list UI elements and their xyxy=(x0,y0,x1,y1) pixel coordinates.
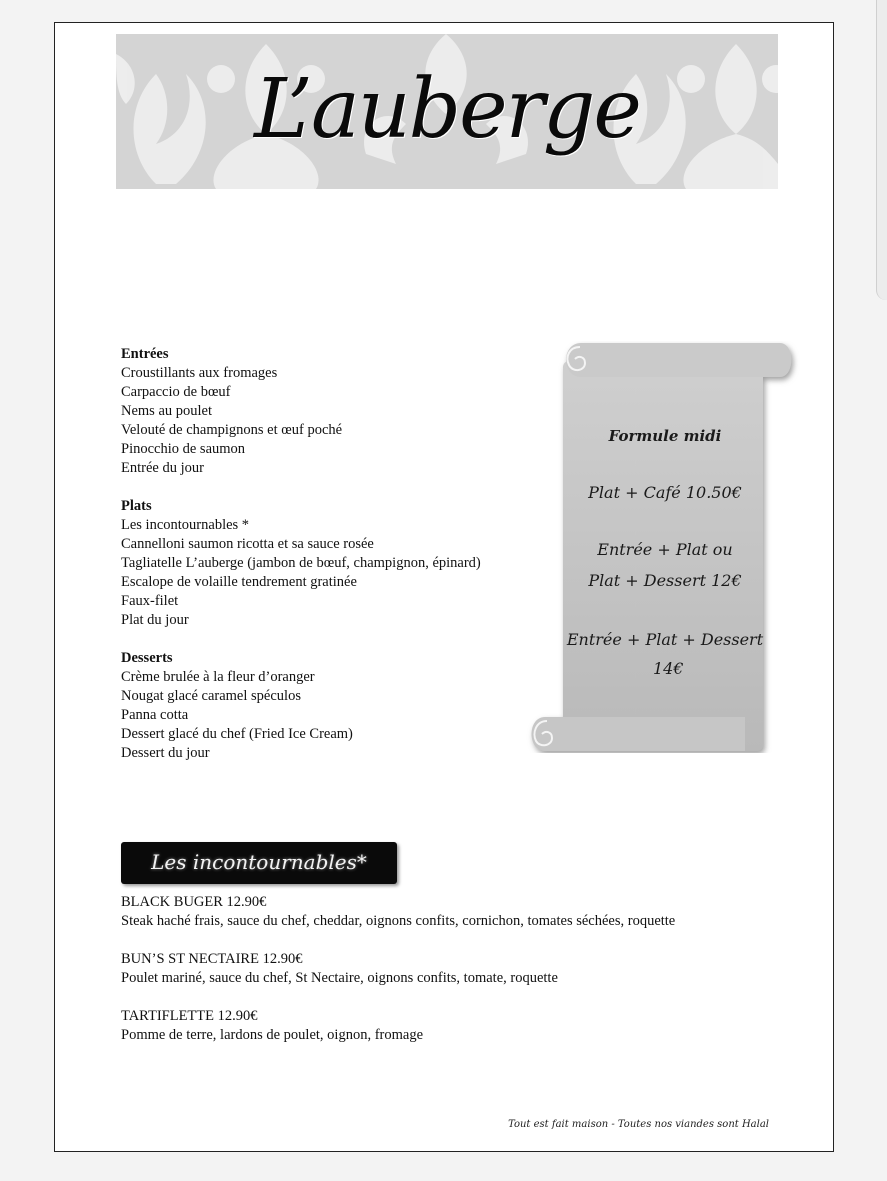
menu-item: Carpaccio de bœuf xyxy=(121,384,231,400)
footer-note: Tout est fait maison - Toutes nos viandes sont Halal xyxy=(508,1119,769,1130)
header-banner xyxy=(116,34,778,189)
formule-line: 14€ xyxy=(653,659,684,678)
formule-line: Entrée + Plat ou xyxy=(597,540,733,559)
formule-line: Entrée + Plat + Dessert xyxy=(566,630,764,649)
menu-section-desserts xyxy=(121,649,541,763)
section-title: Entrées xyxy=(121,346,169,362)
menu-item: Dessert du jour xyxy=(121,745,210,761)
menu-item: Escalope de volaille tendrement gratinée xyxy=(121,574,357,590)
formule-line: Plat + Café 10.50€ xyxy=(588,483,742,502)
menu-item: Faux-filet xyxy=(121,593,179,609)
menu-item: Nougat glacé caramel spéculos xyxy=(121,688,301,704)
menu-page xyxy=(54,22,834,1152)
menu-item: Velouté de champignons et œuf poché xyxy=(121,422,343,438)
menu-item: Tagliatelle L’auberge (jambon de bœuf, champignon, épinard) xyxy=(121,555,481,571)
menu-item: Dessert glacé du chef (Fried Ice Cream) xyxy=(121,726,353,742)
menu-section-entrees xyxy=(121,345,541,478)
dish-description: Poulet mariné, sauce du chef, St Nectaire, oignons confits, tomate, roquette xyxy=(121,970,558,986)
menu-item: Panna cotta xyxy=(121,707,189,723)
dish-description: Pomme de terre, lardons de poulet, oignon, fromage xyxy=(121,1027,424,1043)
incontournables-title: Les incontournables* xyxy=(151,850,367,874)
list-item xyxy=(121,893,761,931)
dish-description: Steak haché frais, sauce du chef, cheddar, oignons confits, cornichon, tomates séchées, roquette xyxy=(121,913,676,929)
restaurant-logo: L’auberge xyxy=(254,62,640,157)
menu-item: Cannelloni saumon ricotta et sa sauce rosée xyxy=(121,536,374,552)
incontournables-list xyxy=(121,893,761,1064)
section-title: Plats xyxy=(121,498,152,514)
formule-line: Plat + Dessert 12€ xyxy=(588,571,742,590)
formule-title: Formule midi xyxy=(608,427,722,445)
menu-item: Croustillants aux fromages xyxy=(121,365,278,381)
menu-item: Plat du jour xyxy=(121,612,189,628)
menu-item: Les incontournables * xyxy=(121,517,250,533)
menu-item: Entrée du jour xyxy=(121,460,204,476)
menu-item: Pinocchio de saumon xyxy=(121,441,246,457)
menu-item: Nems au poulet xyxy=(121,403,213,419)
menu-list xyxy=(121,345,541,782)
menu-item: Crème brulée à la fleur d’oranger xyxy=(121,669,315,685)
incontournables-banner xyxy=(121,842,397,884)
dish-name: TARTIFLETTE 12.90€ xyxy=(121,1008,258,1024)
menu-section-plats xyxy=(121,497,541,630)
dish-name: BUN’S ST NECTAIRE 12.90€ xyxy=(121,951,303,967)
scrollbar[interactable] xyxy=(876,0,887,300)
dish-name: BLACK BUGER 12.90€ xyxy=(121,894,267,910)
list-item xyxy=(121,1007,761,1045)
section-title: Desserts xyxy=(121,650,173,666)
list-item xyxy=(121,950,761,988)
